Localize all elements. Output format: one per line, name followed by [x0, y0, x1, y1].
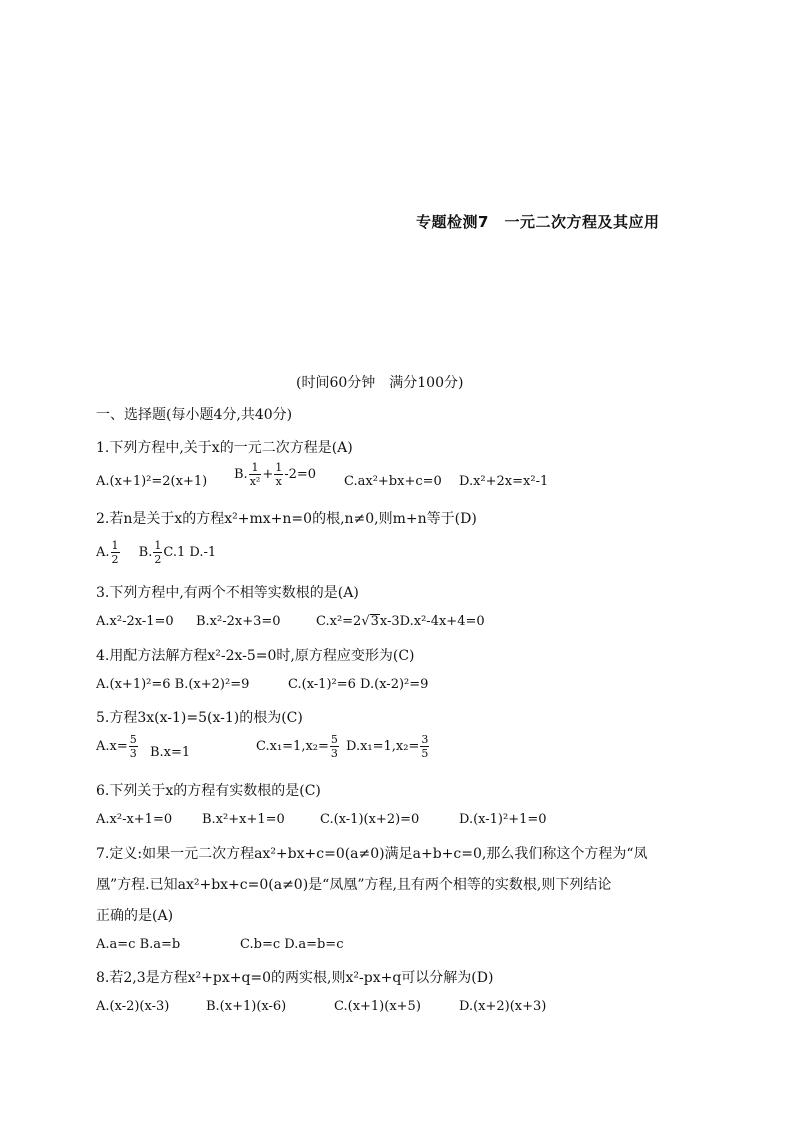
- q1-option-c: C.ax²+bx+c=0: [344, 474, 442, 489]
- q1-option-b-tail: -2=0: [284, 467, 317, 482]
- q5-option-a: [96, 734, 139, 759]
- question-7-line-2: 凰”方程.已知ax²+bx+c=0(a≠0)是“凤凰”方程,且有两个相等的实数根,则下列结论: [96, 877, 612, 893]
- page-title: 专题检测7 一元二次方程及其应用: [416, 213, 660, 231]
- numerator: 5: [330, 733, 338, 746]
- denominator: 3: [129, 747, 137, 760]
- q5-option-b: B.x=1: [150, 745, 191, 760]
- numerator: 1: [251, 461, 259, 474]
- q1-option-b: [234, 462, 316, 487]
- q8-option-b: B.(x+1)(x-6): [206, 999, 287, 1014]
- question-7-line-3: 正确的是(A): [96, 908, 174, 924]
- q7-options-cd: C.b=c D.a=b=c: [240, 937, 344, 952]
- denominator: 2: [111, 553, 119, 566]
- q8-option-a: A.(x-2)(x-3): [96, 999, 170, 1014]
- question-3-stem: 3.下列方程中,有两个不相等实数根的是(A): [96, 585, 359, 601]
- q3-option-b: B.x²-2x+3=0: [196, 614, 281, 629]
- q6-option-d: D.(x-1)²+1=0: [459, 812, 547, 827]
- q1-option-a: A.(x+1)²=2(x+1): [96, 474, 208, 489]
- fraction: [274, 462, 283, 487]
- q2-options-cd: C.1 D.-1: [163, 545, 217, 560]
- time-score-info: (时间60分钟 满分100分): [296, 375, 464, 391]
- question-7-line-1: 7.定义:如果一元二次方程ax²+bx+c=0(a≠0)满足a+b+c=0,那么我们称这个方程为“凤: [96, 846, 648, 862]
- question-6-stem: 6.下列关于x的方程有实数根的是(C): [96, 783, 321, 799]
- question-4-stem: 4.用配方法解方程x²-2x-5=0时,原方程应变形为(C): [96, 648, 415, 664]
- denominator: x: [275, 475, 282, 488]
- denominator: 3: [330, 747, 338, 760]
- numerator: 1: [154, 539, 162, 552]
- q2-option-a-label: A.: [96, 545, 110, 560]
- q5-option-c-label: C.x₁=1,x₂=: [256, 739, 329, 754]
- q8-option-c: C.(x+1)(x+5): [334, 999, 421, 1014]
- fraction: [330, 734, 339, 759]
- fraction: [111, 540, 120, 565]
- fraction: [129, 734, 138, 759]
- q6-option-c: C.(x-1)(x+2)=0: [320, 812, 420, 827]
- question-1-stem: 1.下列方程中,关于x的一元二次方程是(A): [96, 440, 353, 456]
- q3-option-c-label: C.x²=2: [316, 614, 362, 629]
- question-2-stem: 2.若n是关于x的方程x²+mx+n=0的根,n≠0,则m+n等于(D): [96, 511, 477, 527]
- fraction: [153, 540, 162, 565]
- q1-option-d: D.x²+2x=x²-1: [459, 474, 549, 489]
- numerator: 5: [129, 733, 137, 746]
- q4-options-ab: A.(x+1)²=6 B.(x+2)²=9: [96, 677, 250, 692]
- plus-sign: +: [262, 467, 274, 482]
- numerator: 1: [111, 539, 119, 552]
- question-5-stem: 5.方程3x(x-1)=5(x-1)的根为(C): [96, 710, 303, 726]
- q3-option-a: A.x²-2x-1=0: [96, 614, 174, 629]
- q3-option-cd: [316, 614, 485, 629]
- q5-option-d: [346, 734, 430, 759]
- q2-options: [96, 540, 216, 565]
- radicand: 3: [370, 614, 379, 629]
- q7-options-ab: A.a=c B.a=b: [96, 937, 181, 952]
- fraction: [249, 462, 262, 487]
- q4-options-cd: C.(x-1)²=6 D.(x-2)²=9: [288, 677, 429, 692]
- q5-option-d-label: D.x₁=1,x₂=: [346, 739, 420, 754]
- sqrt-icon: √: [361, 614, 370, 629]
- numerator: 3: [421, 733, 429, 746]
- q8-option-d: D.(x+2)(x+3): [459, 999, 547, 1014]
- numerator: 1: [275, 461, 283, 474]
- q5-option-c: [256, 734, 340, 759]
- q5-option-a-label: A.x=: [96, 739, 128, 754]
- q6-option-a: A.x²-x+1=0: [96, 812, 173, 827]
- q3-option-c-tail: x-3D.x²-4x+4=0: [379, 614, 485, 629]
- q2-option-b-label: B.: [138, 545, 153, 560]
- fraction: [420, 734, 429, 759]
- section-heading: 一、选择题(每小题4分,共40分): [96, 407, 293, 423]
- denominator: 2: [154, 553, 162, 566]
- denominator: x²: [249, 475, 261, 488]
- q6-option-b: B.x²+x+1=0: [202, 812, 285, 827]
- q1-option-b-label: B.: [234, 467, 248, 482]
- denominator: 5: [421, 747, 429, 760]
- question-8-stem: 8.若2,3是方程x²+px+q=0的两实根,则x²-px+q可以分解为(D): [96, 970, 494, 986]
